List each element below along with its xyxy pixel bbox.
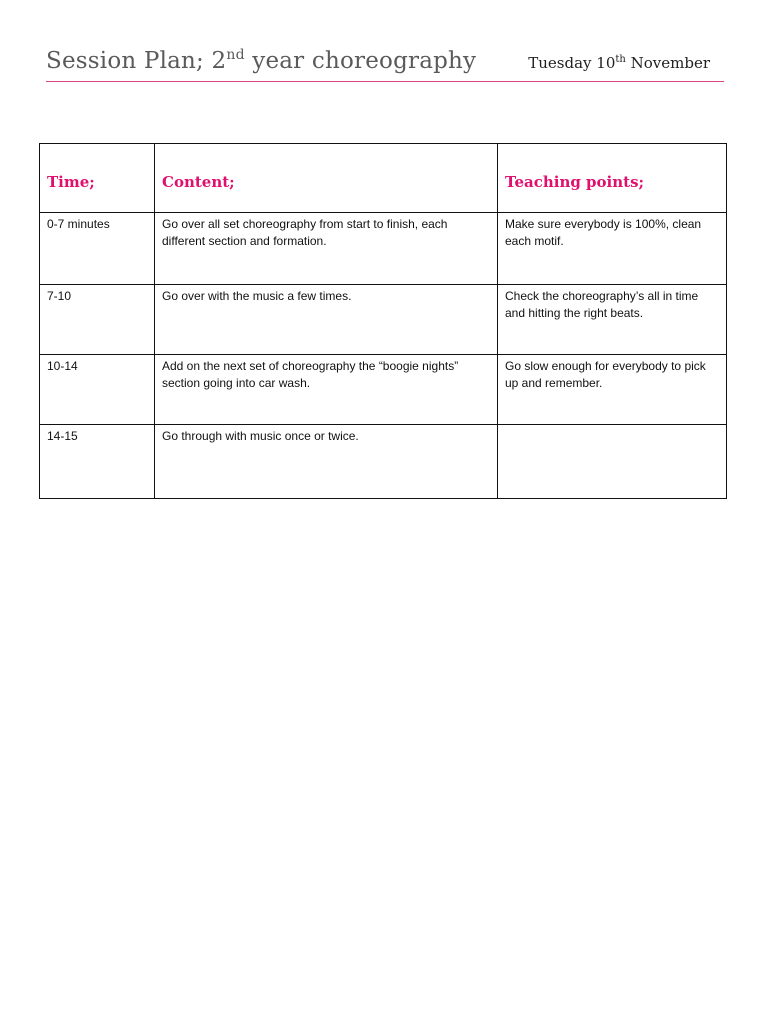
date-suffix: November	[625, 54, 710, 72]
column-header-content: Content;	[155, 144, 498, 213]
session-plan-table	[39, 143, 727, 499]
content-cell: Go over with the music a few times.	[155, 285, 498, 355]
time-cell: 0-7 minutes	[40, 213, 155, 285]
content-cell: Go through with music once or twice.	[155, 425, 498, 499]
session-date	[528, 54, 710, 72]
column-header-teaching-points: Teaching points;	[498, 144, 727, 213]
time-cell: 7-10	[40, 285, 155, 355]
table-header-row	[40, 144, 727, 213]
date-prefix: Tuesday 10	[528, 54, 616, 72]
teaching-cell: Make sure everybody is 100%, clean each motif.	[498, 213, 727, 285]
teaching-cell: Check the choreography’s all in time and hitting the right beats.	[498, 285, 727, 355]
teaching-cell: Go slow enough for everybody to pick up and remember.	[498, 355, 727, 425]
title-suffix: year choreography	[244, 48, 477, 74]
header-divider	[46, 81, 724, 82]
table-row	[40, 355, 727, 425]
page-header	[46, 46, 724, 82]
time-cell: 14-15	[40, 425, 155, 499]
date-superscript: th	[615, 54, 626, 65]
content-cell: Go over all set choreography from start to finish, each different section and formation.	[155, 213, 498, 285]
title-prefix: Session Plan; 2	[46, 48, 227, 74]
table-row	[40, 213, 727, 285]
title-superscript: nd	[226, 47, 245, 63]
table-row	[40, 425, 727, 499]
content-cell: Add on the next set of choreography the “boogie nights” section going into car wash.	[155, 355, 498, 425]
teaching-cell	[498, 425, 727, 499]
column-header-time: Time;	[40, 144, 155, 213]
table-row	[40, 285, 727, 355]
page-title	[46, 48, 476, 74]
time-cell: 10-14	[40, 355, 155, 425]
